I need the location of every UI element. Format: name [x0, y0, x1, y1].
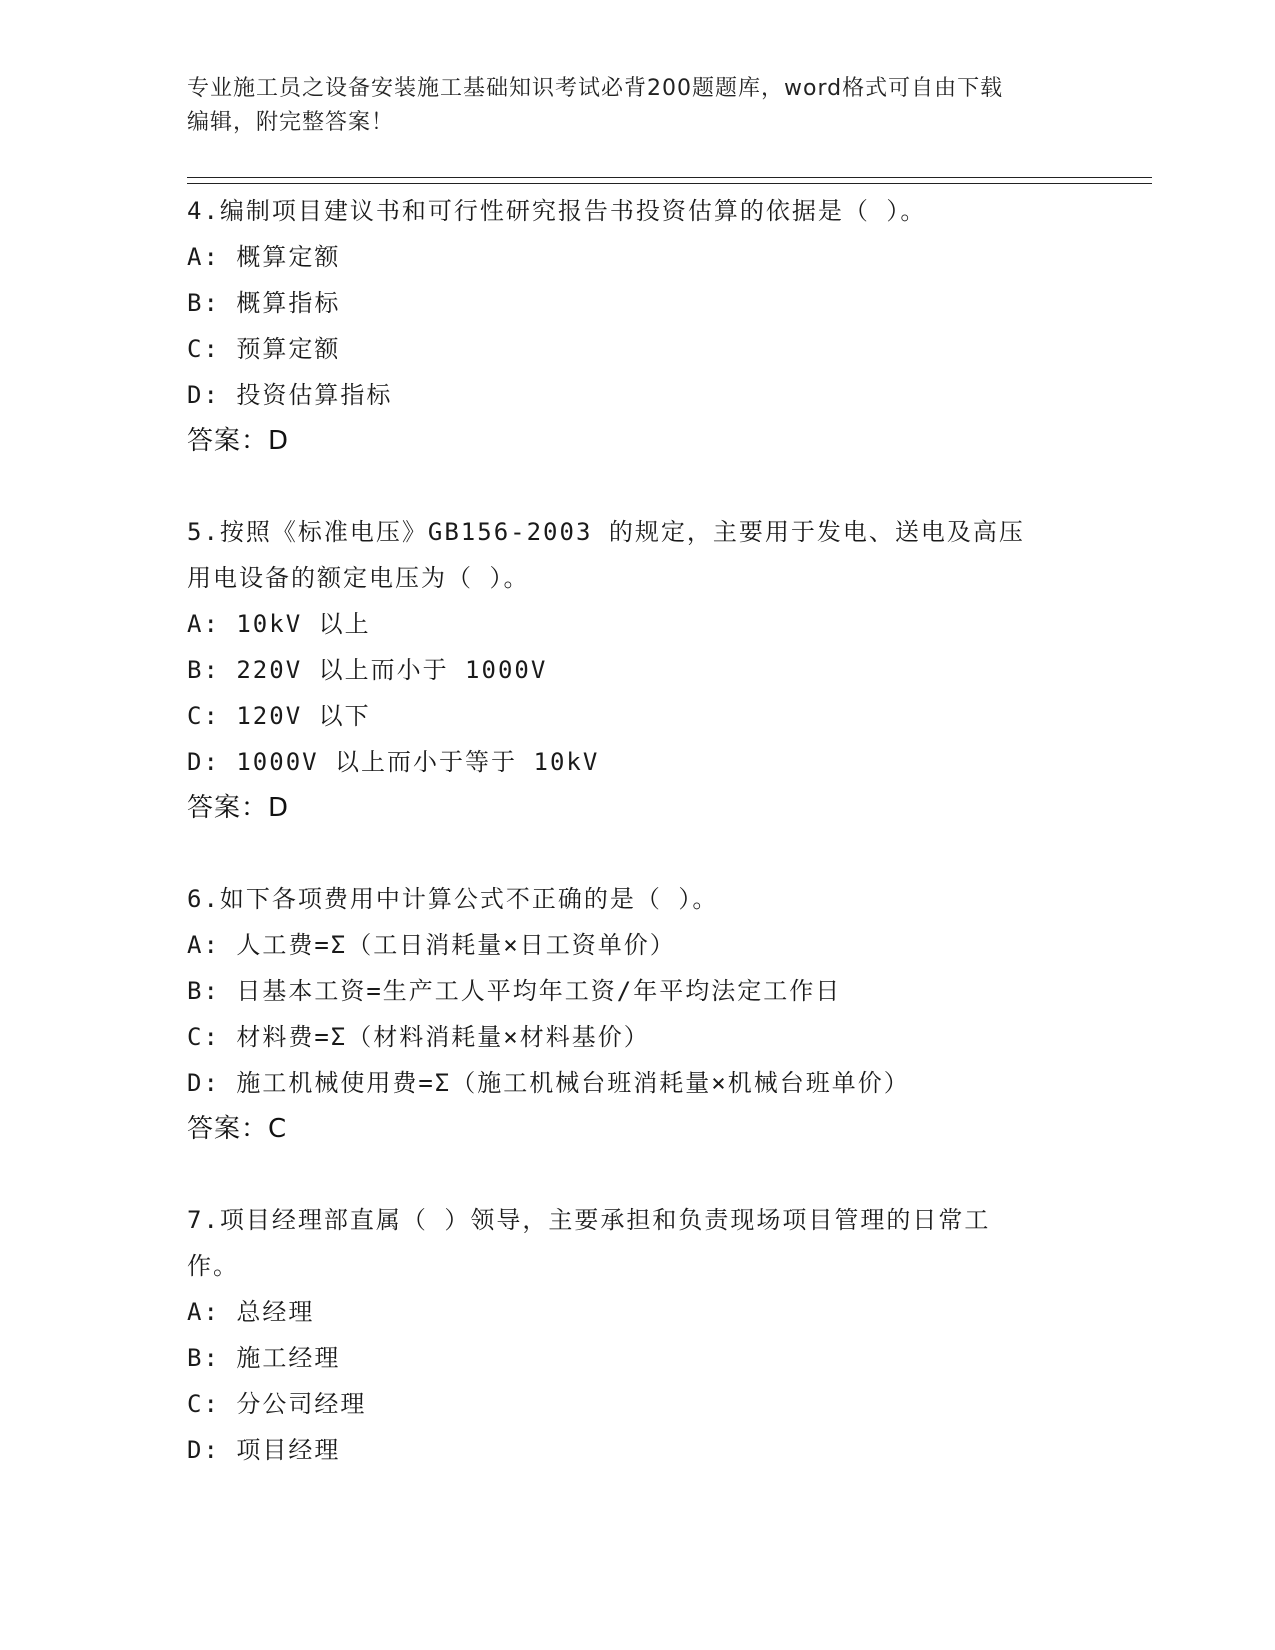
question-4: [187, 188, 1087, 464]
question-stem-continued: 作。: [187, 1252, 239, 1280]
answer: 答案：C: [187, 1114, 288, 1144]
header-divider: [187, 177, 1152, 184]
option-a: A: 人工费=Σ（工日消耗量×日工资单价）: [187, 931, 676, 959]
header-line-1: 专业施工员之设备安装施工基础知识考试必背200题题库，word格式可自由下载: [187, 76, 1004, 101]
option-b: B: 概算指标: [187, 289, 341, 317]
option-a: A: 总经理: [187, 1298, 315, 1326]
option-c: C: 材料费=Σ（材料消耗量×材料基价）: [187, 1023, 650, 1051]
answer: 答案：D: [187, 426, 290, 456]
question-stem: 7.项目经理部直属（ ）领导，主要承担和负责现场项目管理的日常工: [187, 1206, 991, 1234]
option-d: D: 投资估算指标: [187, 381, 393, 409]
option-b: B: 日基本工资=生产工人平均年工资/年平均法定工作日: [187, 977, 842, 1005]
option-a: A: 概算定额: [187, 243, 341, 271]
document-header: [187, 72, 1087, 140]
question-5: [187, 509, 1087, 831]
option-b: B: 220V 以上而小于 1000V: [187, 656, 548, 684]
question-list: [187, 188, 1087, 1518]
question-7: [187, 1197, 1087, 1473]
question-stem: 5.按照《标准电压》GB156-2003 的规定，主要用于发电、送电及高压: [187, 518, 1025, 546]
header-line-2: 编辑，附完整答案！: [187, 110, 395, 135]
question-stem: 4.编制项目建议书和可行性研究报告书投资估算的依据是（ ）。: [187, 197, 927, 225]
option-b: B: 施工经理: [187, 1344, 341, 1372]
option-c: C: 预算定额: [187, 335, 341, 363]
question-6: [187, 876, 1087, 1152]
option-c: C: 120V 以下: [187, 702, 371, 730]
answer: 答案：D: [187, 793, 290, 823]
option-d: D: 1000V 以上而小于等于 10kV: [187, 748, 600, 776]
option-c: C: 分公司经理: [187, 1390, 367, 1418]
option-a: A: 10kV 以上: [187, 610, 371, 638]
option-d: D: 施工机械使用费=Σ（施工机械台班消耗量×机械台班单价）: [187, 1069, 910, 1097]
question-stem: 6.如下各项费用中计算公式不正确的是（ ）。: [187, 885, 719, 913]
option-d: D: 项目经理: [187, 1436, 341, 1464]
question-stem-continued: 用电设备的额定电压为（ ）。: [187, 564, 530, 592]
